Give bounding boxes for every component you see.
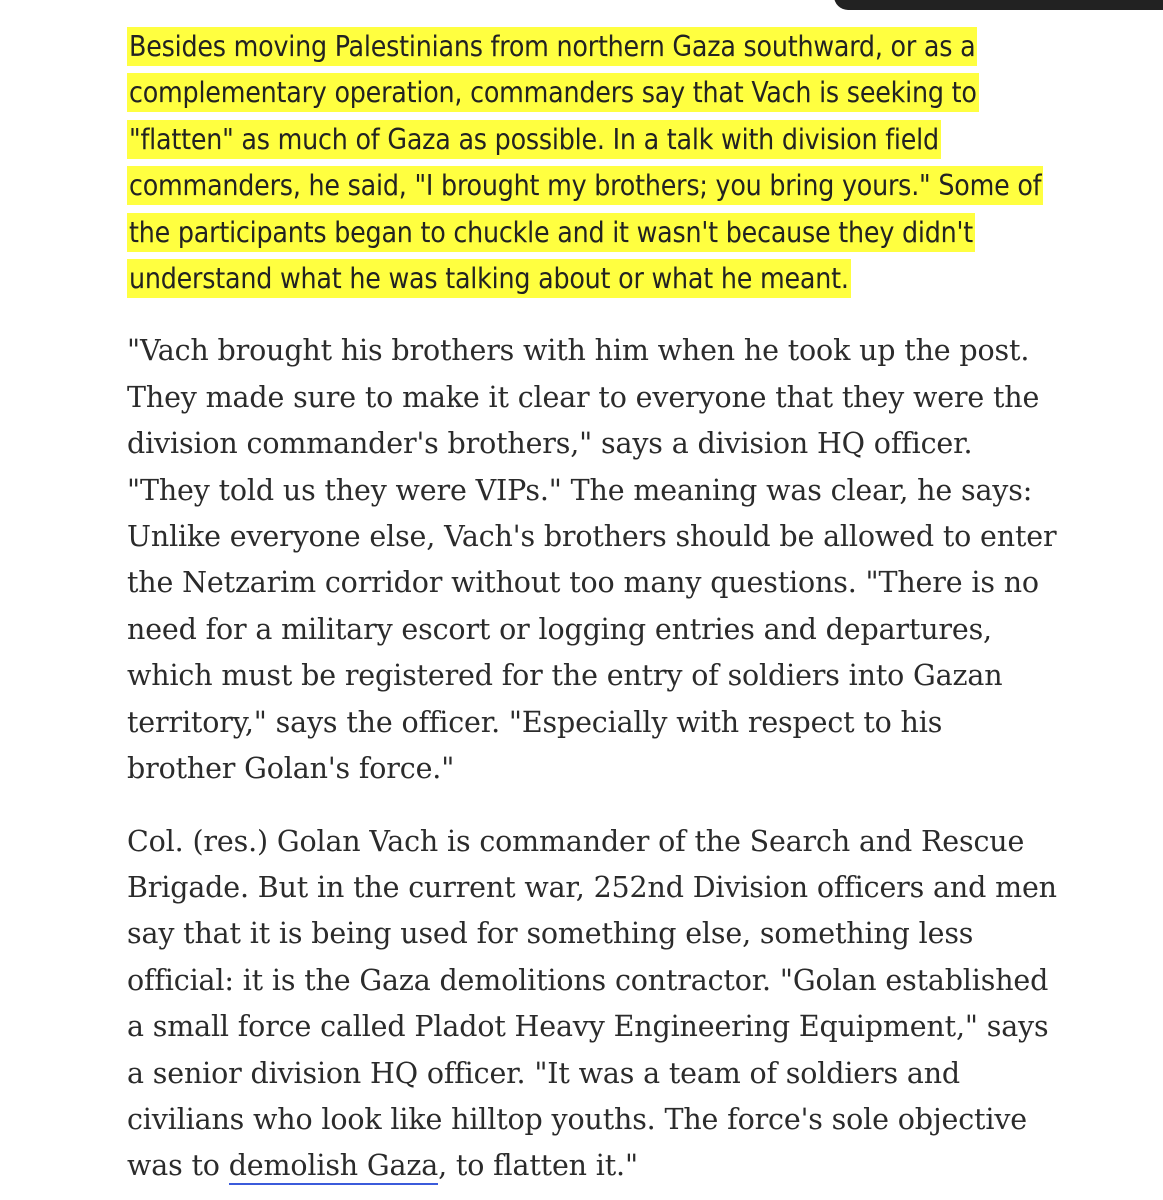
highlighted-paragraph bbox=[127, 24, 1057, 302]
highlighted-text: Besides moving Palestinians from northern Gaza southward, or as a complementary operation, commanders say that Vach is seeking to "flatten" as much of Gaza as possible. In a talk with division field commanders, he said, "I brought my brothers; you bring yours." Some of the participants began to chuckle and it wasn't because they didn't understand what he was talking about or what he meant. bbox=[127, 27, 1043, 298]
article-paragraph-3 bbox=[127, 819, 1057, 1190]
article-paragraph-2: "Vach brought his brothers with him when he took up the post. They made sure to make it clear to everyone that they were the division commander's brothers," says a division HQ officer. "They told us they were VIPs." The meaning was clear, he says: Unlike everyone else, Vach's brothers should be allowed to enter the Netzarim corridor without too many questions. "There is no need for a military escort or logging entries and departures, which must be registered for the entry of soldiers into Gazan territory," says the officer. "Especially with respect to his brother Golan's force." bbox=[127, 334, 1057, 786]
paragraph-3-text: Col. (res.) Golan Vach is commander of the Search and Rescue Brigade. But in the current war, 252nd Division officers and men say that it is being used for something else, something less official: it is the Gaza demolitions contractor. "Golan established a small force called Pladot Heavy Engineering Equipment," says a senior division HQ officer. "It was a team of soldiers and civilians who look like hilltop youths. The force's sole objective was to bbox=[127, 824, 1057, 1183]
window-top-bar bbox=[834, 0, 1163, 10]
demolish-gaza-link[interactable]: demolish Gaza bbox=[229, 1149, 438, 1185]
article-body bbox=[127, 24, 1057, 1200]
paragraph-3-tail: , to flatten it." bbox=[438, 1149, 638, 1183]
